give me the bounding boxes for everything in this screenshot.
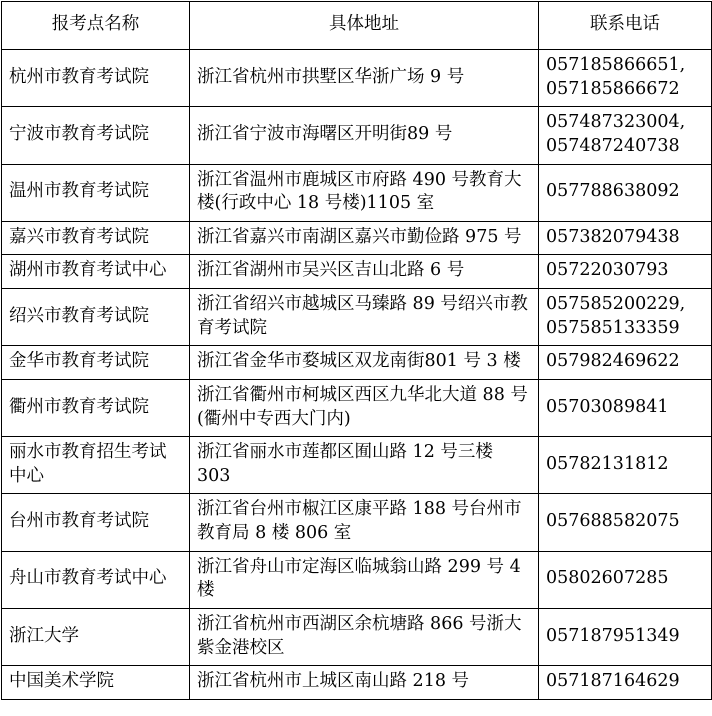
cell-address: 浙江省台州市椒江区康平路 188 号台州市教育局 8 楼 806 室 <box>190 494 539 551</box>
column-header-name: 报考点名称 <box>2 2 190 50</box>
table-row <box>2 164 712 221</box>
table-row <box>2 551 712 608</box>
phone-number: 057187164629 <box>546 671 680 692</box>
cell-address: 浙江省嘉兴市南湖区嘉兴市勤俭路 975 号 <box>190 221 539 255</box>
cell-phone <box>539 164 712 221</box>
cell-phone <box>539 666 712 700</box>
cell-address: 浙江省杭州市拱墅区华浙广场 9 号 <box>190 50 539 107</box>
cell-site-name: 嘉兴市教育考试院 <box>2 221 190 255</box>
phone-number: 057585133359 <box>546 317 680 338</box>
table-row <box>2 221 712 255</box>
cell-address: 浙江省杭州市西湖区余杭塘路 866 号浙大紫金港校区 <box>190 608 539 665</box>
phone-number: 057187951349 <box>546 625 680 646</box>
cell-phone <box>539 551 712 608</box>
phone-number: 057185866651, <box>546 55 686 75</box>
cell-site-name: 台州市教育考试院 <box>2 494 190 551</box>
cell-site-name: 丽水市教育招生考试中心 <box>2 437 190 494</box>
table-row <box>2 107 712 164</box>
cell-address: 浙江省湖州市吴兴区吉山北路 6 号 <box>190 255 539 289</box>
cell-site-name: 杭州市教育考试院 <box>2 50 190 107</box>
table-row <box>2 494 712 551</box>
cell-site-name: 浙江大学 <box>2 608 190 665</box>
phone-number: 057688582075 <box>546 511 680 532</box>
cell-phone <box>539 379 712 436</box>
cell-site-name: 绍兴市教育考试院 <box>2 289 190 346</box>
column-header-phone: 联系电话 <box>539 2 712 50</box>
cell-site-name: 温州市教育考试院 <box>2 164 190 221</box>
cell-site-name: 湖州市教育考试中心 <box>2 255 190 289</box>
cell-address: 浙江省舟山市定海区临城翁山路 299 号 4 楼 <box>190 551 539 608</box>
cell-address: 浙江省温州市鹿城区市府路 490 号教育大楼(行政中心 18 号楼)1105 室 <box>190 164 539 221</box>
phone-number: 057487323004, <box>546 112 686 133</box>
cell-phone <box>539 107 712 164</box>
table-body <box>2 50 712 700</box>
phone-number: 05703089841 <box>546 396 669 417</box>
phone-number: 057585200229, <box>546 294 686 314</box>
cell-phone <box>539 221 712 255</box>
cell-phone <box>539 437 712 494</box>
table-row <box>2 666 712 700</box>
table-row <box>2 289 712 346</box>
phone-number: 057788638092 <box>546 181 680 202</box>
phone-number: 05722030793 <box>546 260 669 281</box>
table-header-row <box>2 2 712 50</box>
cell-phone <box>539 255 712 289</box>
cell-phone <box>539 289 712 346</box>
cell-address: 浙江省金华市婺城区双龙南街801 号 3 楼 <box>190 346 539 380</box>
cell-site-name: 舟山市教育考试中心 <box>2 551 190 608</box>
phone-number: 057982469622 <box>546 351 680 372</box>
cell-phone <box>539 346 712 380</box>
cell-site-name: 衢州市教育考试院 <box>2 379 190 436</box>
cell-site-name: 宁波市教育考试院 <box>2 107 190 164</box>
phone-number: 05782131812 <box>546 453 669 474</box>
cell-address: 浙江省衢州市柯城区西区九华北大道 88 号(衢州中专西大门内) <box>190 379 539 436</box>
phone-number: 05802607285 <box>546 568 669 589</box>
table-row <box>2 50 712 107</box>
table-row <box>2 437 712 494</box>
cell-address: 浙江省杭州市上城区南山路 218 号 <box>190 666 539 700</box>
table-row <box>2 379 712 436</box>
exam-site-contact-table <box>1 1 712 700</box>
cell-phone <box>539 50 712 107</box>
phone-number: 057487240738 <box>546 135 680 156</box>
table-header <box>2 2 712 50</box>
phone-number: 057185866672 <box>546 78 680 99</box>
cell-address: 浙江省丽水市莲都区囿山路 12 号三楼 303 <box>190 437 539 494</box>
phone-number: 057382079438 <box>546 226 680 247</box>
cell-site-name: 中国美术学院 <box>2 666 190 700</box>
table-row <box>2 346 712 380</box>
cell-phone <box>539 494 712 551</box>
column-header-address: 具体地址 <box>190 2 539 50</box>
cell-address: 浙江省绍兴市越城区马臻路 89 号绍兴市教育考试院 <box>190 289 539 346</box>
table-row <box>2 608 712 665</box>
cell-phone <box>539 608 712 665</box>
cell-address: 浙江省宁波市海曙区开明街89 号 <box>190 107 539 164</box>
table-row <box>2 255 712 289</box>
cell-site-name: 金华市教育考试院 <box>2 346 190 380</box>
